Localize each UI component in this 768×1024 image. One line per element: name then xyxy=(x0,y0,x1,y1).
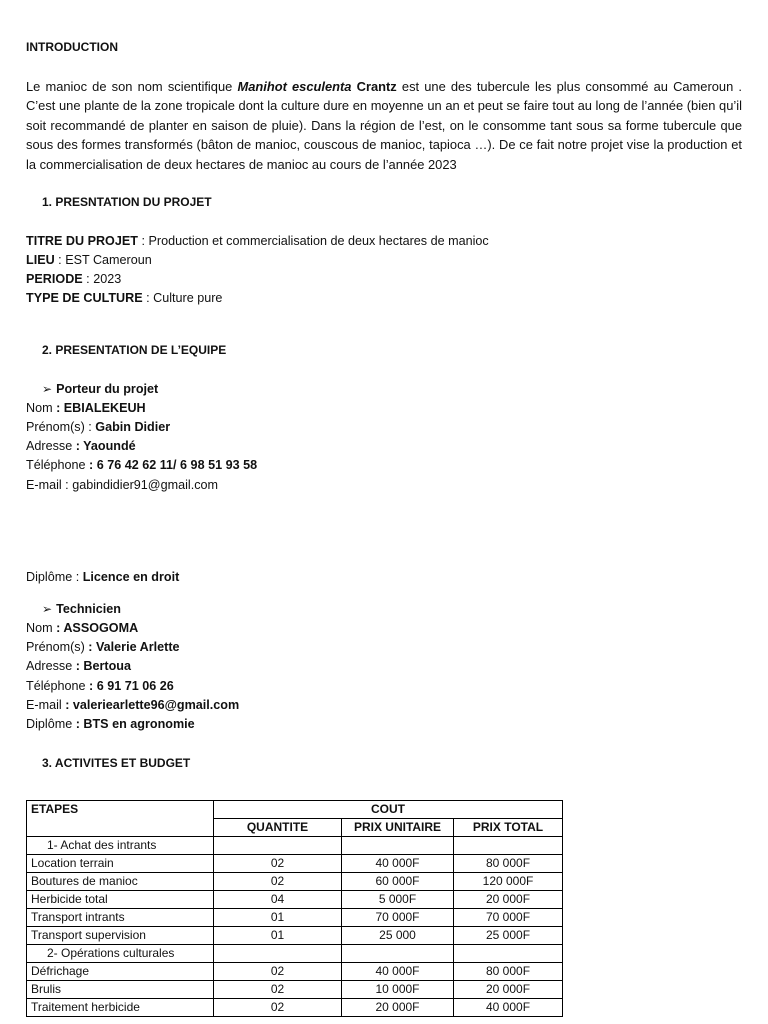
cell-quantite: 02 xyxy=(214,999,342,1017)
porteur-email-label: E-mail : xyxy=(26,478,73,492)
scientific-name: Manihot esculenta xyxy=(237,79,352,94)
porteur-subheading xyxy=(42,380,158,399)
technicien-title: Technicien xyxy=(56,602,121,616)
project-title-line xyxy=(26,232,489,251)
arrow-bullet-icon: ➢ xyxy=(42,602,53,616)
table-group-row xyxy=(27,945,563,963)
col-quantite: QUANTITE xyxy=(214,819,342,837)
porteur-nom-value: : EBIALEKEUH xyxy=(56,401,146,415)
cell-prix-unitaire: 40 000F xyxy=(342,855,454,873)
project-culture-sep: : xyxy=(142,291,154,305)
empty-cell xyxy=(214,837,342,855)
cell-prix-total: 20 000F xyxy=(454,891,563,909)
empty-cell xyxy=(342,837,454,855)
cell-prix-total: 80 000F xyxy=(454,855,563,873)
cell-prix-total: 25 000F xyxy=(454,927,563,945)
cell-prix-unitaire: 25 000 xyxy=(342,927,454,945)
table-row xyxy=(27,927,563,945)
col-prix-unitaire: PRIX UNITAIRE xyxy=(342,819,454,837)
technicien-nom-label: Nom xyxy=(26,621,57,635)
section2-heading: 2. PRESENTATION DE L’EQUIPE xyxy=(42,343,227,357)
cell-quantite: 01 xyxy=(214,909,342,927)
cell-etape: Défrichage xyxy=(27,963,214,981)
cell-etape: Brulis xyxy=(27,981,214,999)
porteur-email-value: gabindidier91@gmail.com xyxy=(72,478,218,492)
technicien-telephone-label: Téléphone xyxy=(26,679,90,693)
cell-prix-total: 70 000F xyxy=(454,909,563,927)
project-culture-label: TYPE DE CULTURE xyxy=(26,291,143,305)
cell-prix-unitaire: 20 000F xyxy=(342,999,454,1017)
table-header-row xyxy=(27,801,563,819)
table-row xyxy=(27,909,563,927)
table-row xyxy=(27,855,563,873)
technicien-diplome-label: Diplôme xyxy=(26,717,76,731)
cell-quantite: 01 xyxy=(214,927,342,945)
cell-quantite: 02 xyxy=(214,855,342,873)
porteur-diplome-value: Licence en droit xyxy=(82,570,180,584)
porteur-telephone-label: Téléphone xyxy=(26,458,90,472)
project-culture-value: Culture pure xyxy=(153,291,223,305)
cell-prix-unitaire: 60 000F xyxy=(342,873,454,891)
intro-text-start: Le manioc de son nom scientifique xyxy=(26,79,238,94)
porteur-diplome xyxy=(26,568,179,587)
technicien-nom-value: : ASSOGOMA xyxy=(56,621,139,635)
col-prix-total: PRIX TOTAL xyxy=(454,819,563,837)
table-row xyxy=(27,891,563,909)
section3-heading: 3. ACTIVITES ET BUDGET xyxy=(42,756,191,770)
budget-table xyxy=(26,800,563,1017)
table-row xyxy=(27,873,563,891)
project-place-value: EST Cameroun xyxy=(65,253,152,267)
cell-prix-unitaire: 70 000F xyxy=(342,909,454,927)
cell-etape: Transport supervision xyxy=(27,927,214,945)
porteur-adresse-label: Adresse xyxy=(26,439,76,453)
technicien-diplome xyxy=(26,715,195,734)
technicien-adresse xyxy=(26,657,131,676)
cell-etape: Transport intrants xyxy=(27,909,214,927)
porteur-telephone-value: : 6 76 42 62 11/ 6 98 51 93 58 xyxy=(89,458,258,472)
empty-cell xyxy=(214,945,342,963)
cell-quantite: 02 xyxy=(214,963,342,981)
technicien-subheading xyxy=(42,600,121,619)
technicien-prenom-value: : Valerie Arlette xyxy=(88,640,180,654)
technicien-nom xyxy=(26,619,138,638)
project-place-label: LIEU xyxy=(26,253,55,267)
project-period-line xyxy=(26,270,121,289)
cell-prix-total: 120 000F xyxy=(454,873,563,891)
project-period-value: 2023 xyxy=(93,272,122,286)
table-row xyxy=(27,999,563,1017)
porteur-adresse xyxy=(26,437,136,456)
technicien-telephone xyxy=(26,677,174,696)
porteur-prenom-label: Prénom(s) : xyxy=(26,420,96,434)
project-place-line xyxy=(26,251,152,270)
project-culture-line xyxy=(26,289,222,308)
technicien-prenom xyxy=(26,638,180,657)
cell-etape: Traitement herbicide xyxy=(27,999,214,1017)
intro-heading: INTRODUCTION xyxy=(26,40,118,54)
cell-quantite: 04 xyxy=(214,891,342,909)
technicien-email-label: E-mail xyxy=(26,698,66,712)
project-title-value: Production et commercialisation de deux hectares de manioc xyxy=(148,234,489,248)
technicien-adresse-value: : Bertoua xyxy=(75,659,131,673)
project-title-sep: : xyxy=(137,234,149,248)
intro-text-rest: est une des tubercule les plus consommé au Cameroun . C’est une plante de la zone tropicale dont la culture dure en moyenne un an et peut se faire tout au long de l’année (bien qu’il soit recommandé de planter en saison de pluie). Dans la région de l’est, on le consomme tant sous sa forme tubercule que sous des formes transformés (bâton de manioc, couscous de manioc, tapioca …). De ce fait notre projet vise la production et la commercialisation de deux hectares de manioc au cours de l’année 2023 xyxy=(26,79,742,172)
table-row xyxy=(27,963,563,981)
technicien-diplome-value: : BTS en agronomie xyxy=(75,717,195,731)
porteur-nom xyxy=(26,399,146,418)
technicien-email xyxy=(26,696,239,715)
cell-prix-unitaire: 40 000F xyxy=(342,963,454,981)
col-cout: COUT xyxy=(214,801,563,819)
porteur-nom-label: Nom xyxy=(26,401,57,415)
table-row xyxy=(27,981,563,999)
empty-cell xyxy=(454,945,563,963)
technicien-adresse-label: Adresse xyxy=(26,659,76,673)
empty-cell xyxy=(454,837,563,855)
intro-paragraph xyxy=(26,77,742,174)
group-operations-culturales: 2- Opérations culturales xyxy=(27,945,214,963)
project-period-label: PERIODE xyxy=(26,272,83,286)
cell-quantite: 02 xyxy=(214,873,342,891)
col-etapes: ETAPES xyxy=(27,801,214,837)
empty-cell xyxy=(342,945,454,963)
porteur-telephone xyxy=(26,456,257,475)
cell-etape: Location terrain xyxy=(27,855,214,873)
section1-heading: 1. PRESNTATION DU PROJET xyxy=(42,195,212,209)
cell-prix-unitaire: 5 000F xyxy=(342,891,454,909)
technicien-prenom-label: Prénom(s) xyxy=(26,640,89,654)
project-period-sep: : xyxy=(82,272,94,286)
cell-etape: Herbicide total xyxy=(27,891,214,909)
porteur-email xyxy=(26,476,218,495)
porteur-prenom xyxy=(26,418,170,437)
cell-prix-total: 40 000F xyxy=(454,999,563,1017)
porteur-prenom-value: Gabin Didier xyxy=(95,420,171,434)
porteur-diplome-label: Diplôme : xyxy=(26,570,83,584)
cell-prix-unitaire: 10 000F xyxy=(342,981,454,999)
table-group-row xyxy=(27,837,563,855)
technicien-telephone-value: : 6 91 71 06 26 xyxy=(89,679,174,693)
scientific-author: Crantz xyxy=(351,79,397,94)
cell-etape: Boutures de manioc xyxy=(27,873,214,891)
technicien-email-value: : valeriearlette96@gmail.com xyxy=(65,698,240,712)
cell-prix-total: 80 000F xyxy=(454,963,563,981)
cell-prix-total: 20 000F xyxy=(454,981,563,999)
porteur-adresse-value: : Yaoundé xyxy=(75,439,136,453)
group-achat-intrants: 1- Achat des intrants xyxy=(27,837,214,855)
project-place-sep: : xyxy=(54,253,66,267)
arrow-bullet-icon: ➢ xyxy=(42,382,53,396)
cell-quantite: 02 xyxy=(214,981,342,999)
porteur-title: Porteur du projet xyxy=(56,382,159,396)
project-title-label: TITRE DU PROJET xyxy=(26,234,138,248)
